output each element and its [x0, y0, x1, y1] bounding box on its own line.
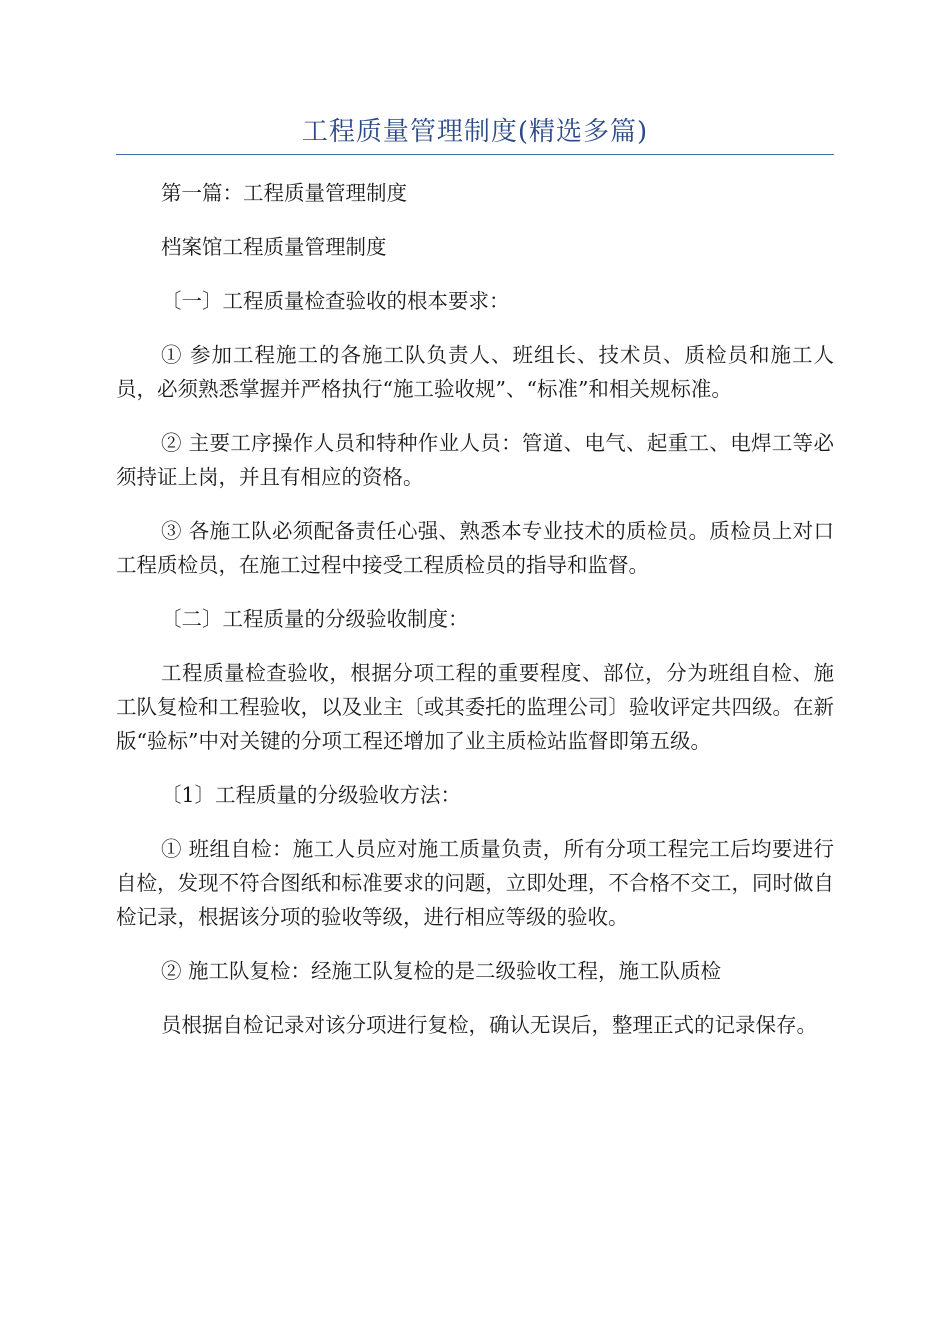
paragraph-item-3: ③ 各施工队必须配备责任心强、熟悉本专业技术的质检员。质检员上对口工程质检员，在施工过程中接受工程质检员的指导和监督。: [116, 519, 834, 577]
document-body: [116, 176, 834, 1062]
title-underline: [116, 154, 834, 155]
paragraph-section-2-heading: 〔二〕工程质量的分级验收制度：: [161, 607, 469, 631]
paragraph-subtitle: 档案馆工程质量管理制度: [161, 235, 387, 259]
paragraph-item-2: ② 主要工序操作人员和特种作业人员：管道、电气、起重工、电焊工等必须持证上岗，并且有相应的资格。: [116, 431, 834, 489]
document-title: 工程质量管理制度(精选多篇): [301, 117, 649, 147]
paragraph-part-heading: 第一篇：工程质量管理制度: [161, 181, 407, 205]
paragraph-method-2: ② 施工队复检：经施工队复检的是二级验收工程，施工队质检: [161, 959, 722, 983]
paragraph-method-1: ① 班组自检：施工人员应对施工质量负责，所有分项工程完工后均要进行自检，发现不符合图纸和标准要求的问题，立即处理，不合格不交工，同时做自检记录，根据该分项的验收等级，进行相应等级的验收。: [116, 837, 834, 929]
paragraph-method-2-cont: 员根据自检记录对该分项进行复检，确认无误后，整理正式的记录保存。: [161, 1013, 817, 1037]
paragraph-section-1-heading: 〔一〕工程质量检查验收的根本要求：: [161, 289, 510, 313]
paragraph-section-2-body: 工程质量检查验收，根据分项工程的重要程度、部位，分为班组自检、施工队复检和工程验收，以及业主〔或其委托的监理公司〕验收评定共四级。在新版“验标”中对关键的分项工程还增加了业主质检站监督即第五级。: [116, 661, 834, 753]
paragraph-item-1: ① 参加工程施工的各施工队负责人、班组长、技术员、质检员和施工人员，必须熟悉掌握并严格执行“施工验收规”、“标准”和相关规标准。: [116, 343, 834, 401]
paragraph-method-heading: 〔1〕工程质量的分级验收方法：: [161, 783, 462, 807]
